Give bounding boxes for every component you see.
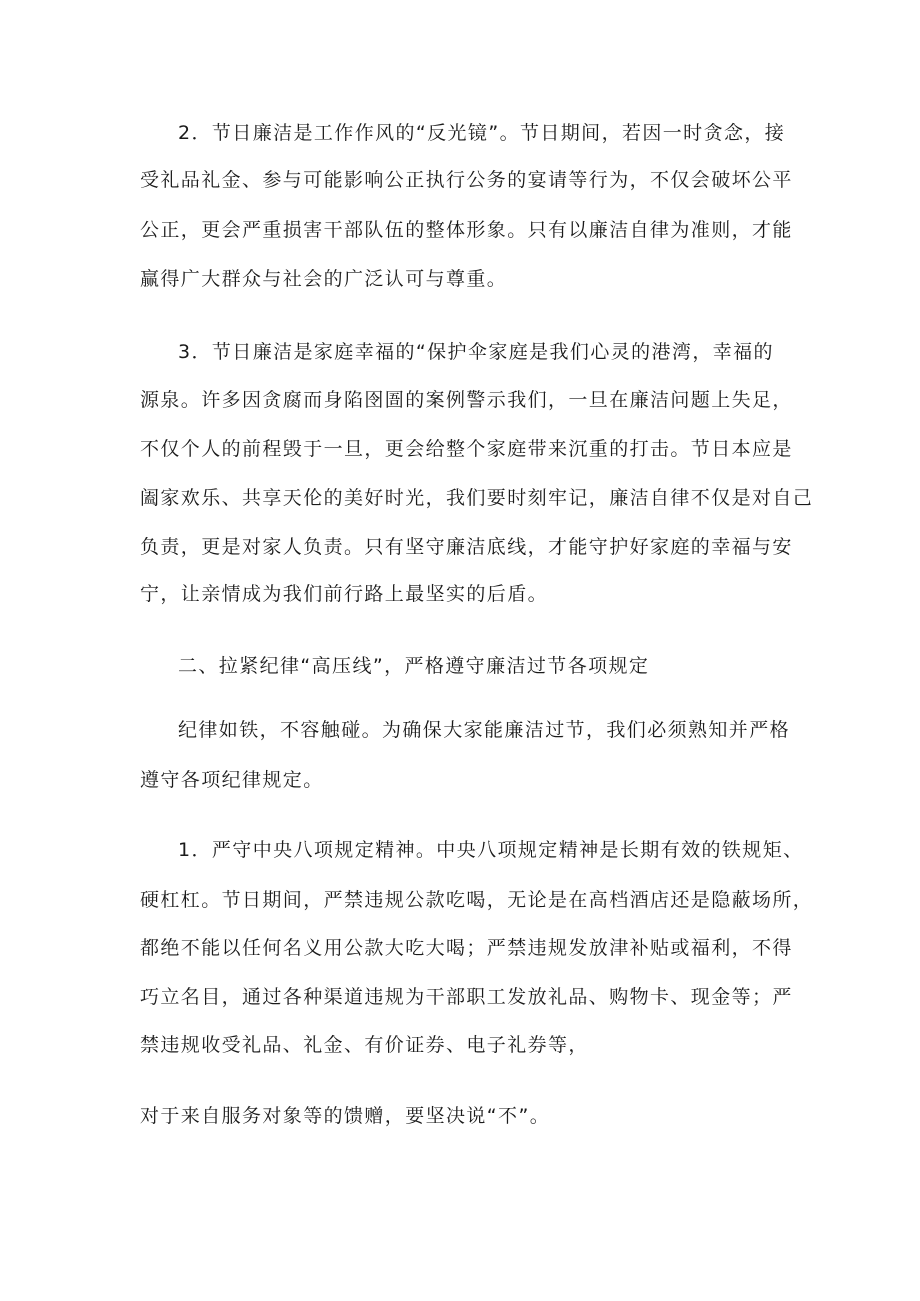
paragraph-4-line-1: 1．严守中央八项规定精神。中央八项规定精神是长期有效的铁规矩、	[178, 839, 804, 861]
paragraph-3-line-2: 遵守各项纪律规定。	[140, 769, 324, 791]
paragraph-1-line-2: 受礼品礼金、参与可能影响公正执行公务的宴请等行为，不仅会破坏公平	[140, 169, 793, 191]
paragraph-4-line-5: 禁违规收受礼品、礼金、有价证券、电子礼券等，	[140, 1034, 589, 1056]
paragraph-3-line-1: 纪律如铁，不容触碰。为确保大家能廉洁过节，我们必须熟知并严格	[178, 719, 791, 741]
paragraph-2-line-3: 不仅个人的前程毁于一旦，更会给整个家庭带来沉重的打击。节日本应是	[140, 438, 793, 460]
paragraph-4-line-2: 硬杠杠。节日期间，严禁违规公款吃喝，无论是在高档酒店还是隐蔽场所，	[140, 889, 814, 911]
paragraph-2-line-4: 阖家欢乐、共享天伦的美好时光，我们要时刻牢记，廉洁自律不仅是对自己	[140, 487, 814, 509]
paragraph-2-line-5: 负责，更是对家人负责。只有坚守廉洁底线，才能守护好家庭的幸福与安	[140, 536, 793, 558]
paragraph-1-line-1: 2．节日廉洁是工作作风的“反光镜”。节日期间，若因一时贪念，接	[178, 122, 786, 144]
paragraph-4-line-3: 都绝不能以任何名义用公款大吃大喝；严禁违规发放津补贴或福利，不得	[140, 937, 793, 959]
paragraph-5-line-1: 对于来自服务对象等的馈赠，要坚决说“不”。	[140, 1105, 551, 1127]
paragraph-2-line-6: 宁，让亲情成为我们前行路上最坚实的后盾。	[140, 583, 549, 605]
paragraph-1-line-4: 赢得广大群众与社会的广泛认可与尊重。	[140, 268, 508, 290]
paragraph-2-line-1: 3．节日廉洁是家庭幸福的“保护伞家庭是我们心灵的港湾，幸福的	[178, 341, 774, 363]
section-heading: 二、拉紧纪律“高压线”，严格遵守廉洁过节各项规定	[178, 655, 650, 677]
paragraph-1-line-3: 公正，更会严重损害干部队伍的整体形象。只有以廉洁自律为准则，才能	[140, 219, 793, 241]
paragraph-2-line-2: 源泉。许多因贪腐而身陷囹圄的案例警示我们，一旦在廉洁问题上失足，	[140, 389, 793, 411]
paragraph-4-line-4: 巧立名目，通过各种渠道违规为干部职工发放礼品、购物卡、现金等；严	[140, 986, 793, 1008]
